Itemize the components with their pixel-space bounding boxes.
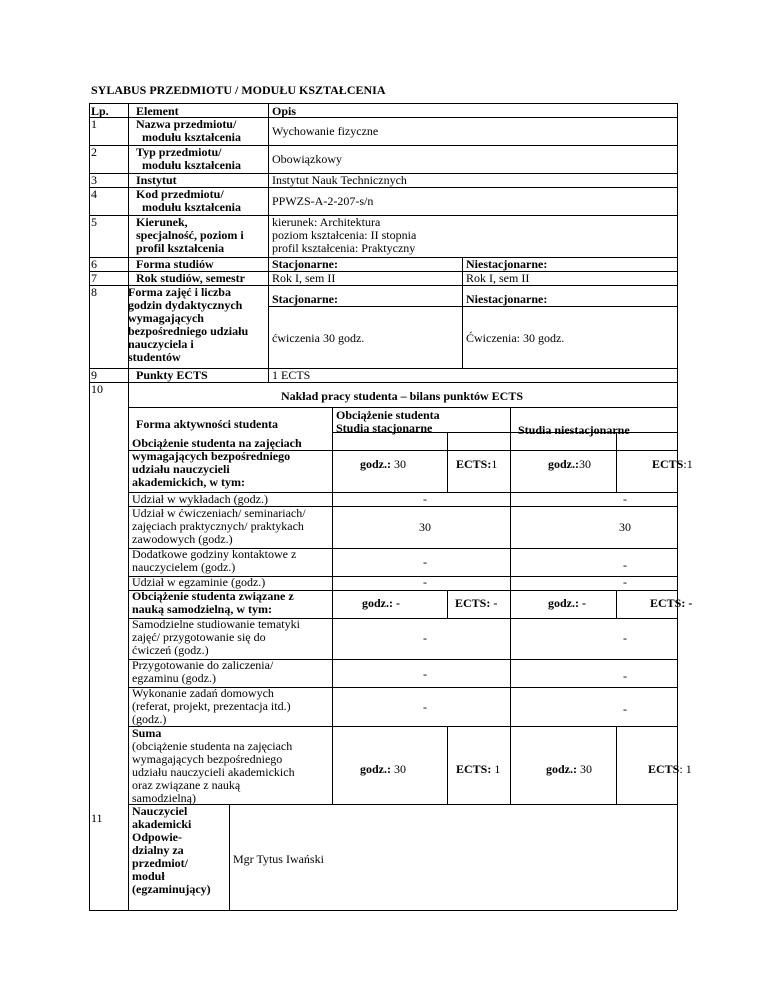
value-cell: 30 <box>419 520 431 534</box>
grid-line <box>510 450 511 492</box>
value-cell: - <box>623 492 627 506</box>
row-value: 1 ECTS <box>272 368 311 382</box>
row-value: Ćwiczenia: 30 godz. <box>466 331 565 345</box>
row-label: Instytut <box>136 173 177 187</box>
activity-row: Udział w wykładach (godz.) <box>132 492 268 506</box>
row-label: Rok studiów, semestr <box>136 271 246 285</box>
row-value: PPWZS-A-2-207-s/n <box>272 194 374 208</box>
header-lp: Lp. <box>91 104 109 118</box>
value-cell: - <box>623 575 627 589</box>
value-cell: ECTS: - <box>650 596 693 610</box>
grid-line <box>89 103 90 910</box>
grid-line <box>510 492 511 590</box>
row-value: kierunek: Architektura poziom kształcenia: II stopnia profil kształcenia: Praktyczny <box>272 215 417 255</box>
header-element: Element <box>136 104 179 118</box>
value-cell: godz.:30 <box>548 457 591 471</box>
row-lp: 3 <box>91 173 97 187</box>
value-cell: - <box>623 669 627 683</box>
grid-line <box>510 618 511 726</box>
row-lp: 4 <box>91 187 97 201</box>
activity-row: Przygotowanie do zaliczenia/ egzaminu (godz.) <box>132 658 274 685</box>
activity-row: Samodzielne studiowanie tematyki zajęć/ przygotowanie się do ćwiczeń (godz.) <box>132 617 300 657</box>
grid-line <box>447 450 448 492</box>
value-cell: ECTS: - <box>455 596 498 610</box>
activity-row: Udział w egzaminie (godz.) <box>132 575 266 589</box>
row-lp: 7 <box>91 271 97 285</box>
value-cell: - <box>423 631 427 645</box>
activity-row: Dodatkowe godziny kontaktowe z nauczycielem (godz.) <box>132 547 297 574</box>
grid-line <box>510 726 511 804</box>
value-cell: godz.: - <box>548 596 586 610</box>
header-opis: Opis <box>272 104 297 118</box>
grid-line <box>447 726 448 804</box>
value-cell: ECTS:1 <box>456 457 498 471</box>
value-cell: ECTS: 1 <box>456 762 501 776</box>
row-lp: 9 <box>91 368 97 382</box>
value-cell: - <box>423 667 427 681</box>
value-cell: godz.: - <box>362 596 400 610</box>
value-cell: - <box>423 700 427 714</box>
row-label: Nauczyciel akademicki Odpowie- dzialny za przedmiot/ moduł (egzaminujący) <box>132 804 211 896</box>
row-label: Forma zajęć i liczba godzin dydaktycznych wymagających bezpośredniego udziału nauczyciela i studentów <box>128 285 249 364</box>
grid-line <box>462 257 463 368</box>
row-lp: 2 <box>91 145 97 159</box>
value-cell: godz.: 30 <box>360 457 406 471</box>
row-lp: 5 <box>91 215 97 229</box>
row-value: Obowiązkowy <box>272 152 342 166</box>
grid-line <box>677 103 678 910</box>
value-cell: godz.: 30 <box>546 762 592 776</box>
row-lp: 1 <box>91 117 97 131</box>
row-value: Rok I, sem II <box>272 271 336 285</box>
grid-line <box>332 407 333 804</box>
row-lp: 6 <box>91 257 97 271</box>
grid-line <box>616 726 617 804</box>
value-cell: ECTS: 1 <box>648 762 692 776</box>
col-header-forma: Forma aktywności studenta <box>136 417 279 431</box>
value-cell: godz.: 30 <box>360 762 406 776</box>
row-label: Forma studiów <box>136 257 214 271</box>
grid-line <box>616 590 617 618</box>
grid-line <box>268 306 677 307</box>
row-value: Stacjonarne: <box>272 257 338 271</box>
row-value: Mgr Tytus Iwański <box>233 852 324 866</box>
value-cell: - <box>623 702 627 716</box>
row-value: Rok I, sem II <box>466 271 530 285</box>
row-value: Niestacjonarne: <box>466 292 548 306</box>
value-cell: - <box>423 575 427 589</box>
activity-row: Udział w ćwiczeniach/ seminariach/ zajęciach praktycznych/ praktykach zawodowych (godz.) <box>132 506 306 546</box>
row-value: Instytut Nauk Technicznych <box>272 173 407 187</box>
value-cell: 30 <box>619 520 631 534</box>
row-lp: 8 <box>91 285 97 299</box>
row-lp: 11 <box>91 811 103 825</box>
col-header-obciazenie: Obciążenie studenta <box>336 408 440 422</box>
value-cell: - <box>623 558 627 572</box>
activity-row: Wykonanie zadań domowych (referat, projekt, prezentacja itd.) (godz.) <box>132 686 291 726</box>
grid-line <box>510 407 511 450</box>
grid-line <box>89 910 677 911</box>
value-cell: - <box>423 492 427 506</box>
group-label: Obciążenie studenta związane z nauką samodzielną, w tym: <box>132 589 294 616</box>
page-title: SYLABUS PRZEDMIOTU / MODUŁU KSZTAŁCENIA <box>91 83 386 97</box>
value-cell: - <box>423 555 427 569</box>
suma-label: Suma (obciążenie studenta na zajęciach wymagających bezpośredniego udziału nauczycieli akademickich oraz związane z nauką samodzielną) <box>132 726 295 805</box>
value-cell: ECTS:1 <box>652 457 693 471</box>
row-label: Kod przedmiotu/ modułu kształcenia <box>136 187 242 214</box>
grid-line <box>616 450 617 492</box>
value-cell: - <box>623 631 627 645</box>
ects-heading: Nakład pracy studenta – bilans punktów ECTS <box>280 389 524 403</box>
row-value: Wychowanie fizyczne <box>272 124 379 138</box>
group-label: Obciążenie studenta na zajęciach wymagających bezpośredniego udziału nauczycieli akademickich, w tym: <box>132 436 302 489</box>
grid-line <box>447 432 448 450</box>
row-label: Typ przedmiotu/ modułu kształcenia <box>136 145 242 172</box>
grid-line <box>510 590 511 618</box>
grid-line <box>89 382 677 383</box>
row-value: Stacjonarne: <box>272 292 338 306</box>
row-lp: 10 <box>91 382 103 396</box>
row-value: ćwiczenia 30 godz. <box>272 331 365 345</box>
row-label: Kierunek, specjalność, poziom i profil kształcenia <box>136 215 244 255</box>
row-label: Punkty ECTS <box>136 368 208 382</box>
col-header-stacjonarne: Studia stacjonarne <box>336 421 433 435</box>
col-header-niestacjonarne: Studia niestacjonarne <box>518 423 630 437</box>
grid-line <box>229 804 230 910</box>
row-value: Niestacjonarne: <box>466 257 548 271</box>
grid-line <box>447 590 448 618</box>
row-label: Nazwa przedmiotu/ modułu kształcenia <box>136 117 242 144</box>
